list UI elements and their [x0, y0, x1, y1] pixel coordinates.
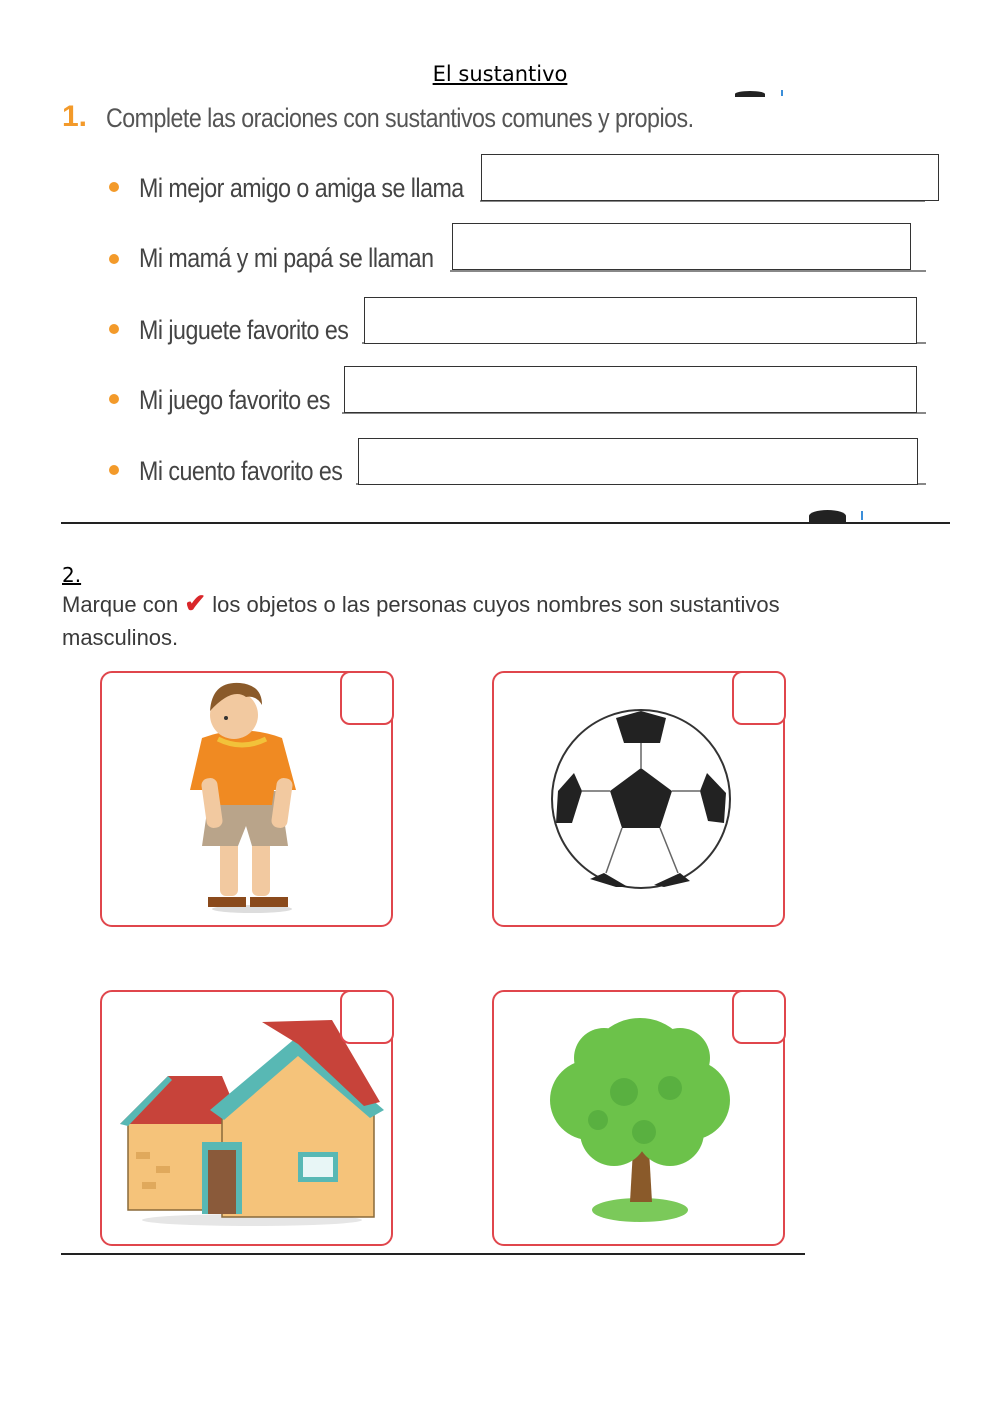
decorative-mark	[861, 511, 863, 520]
exercise-2-number: 2.	[62, 563, 82, 587]
answer-line	[450, 270, 926, 272]
sentence-1-text: Mi mejor amigo o amiga se llama	[139, 173, 464, 203]
decorative-mark	[735, 91, 765, 97]
sentence-2-text: Mi mamá y mi papá se llaman	[139, 243, 434, 273]
exercise-1-number: 1.	[62, 100, 88, 133]
answer-field-5[interactable]	[358, 438, 918, 485]
instruction-end: los objetos o las personas cuyos nombres son sustantivos masculinos.	[62, 592, 780, 650]
section-divider	[61, 522, 950, 524]
sentence-4-text: Mi juego favorito es	[139, 385, 331, 415]
bullet-icon	[109, 394, 119, 404]
answer-field-2[interactable]	[452, 223, 911, 270]
exercise-2-instruction	[62, 587, 782, 654]
bullet-icon	[109, 324, 119, 334]
bottom-divider	[61, 1253, 805, 1255]
sentence-5-text: Mi cuento favorito es	[139, 456, 343, 486]
answer-field-1[interactable]	[481, 154, 939, 201]
checkbox-ball[interactable]	[732, 671, 786, 725]
bullet-icon	[109, 465, 119, 475]
check-mark-icon: ✔	[184, 588, 207, 618]
checkbox-boy[interactable]	[340, 671, 394, 725]
answer-field-4[interactable]	[344, 366, 917, 413]
bullet-icon	[109, 254, 119, 264]
exercise-1-instruction: Complete las oraciones con sustantivos comunes y propios.	[106, 103, 694, 133]
instruction-start: Marque con	[62, 592, 179, 617]
checkbox-tree[interactable]	[732, 990, 786, 1044]
checkbox-house[interactable]	[340, 990, 394, 1044]
decorative-mark	[809, 510, 846, 522]
answer-field-3[interactable]	[364, 297, 917, 344]
decorative-mark	[781, 90, 783, 96]
page-title: El sustantivo	[432, 62, 568, 86]
bullet-icon	[109, 182, 119, 192]
sentence-3-text: Mi juguete favorito es	[139, 315, 349, 345]
